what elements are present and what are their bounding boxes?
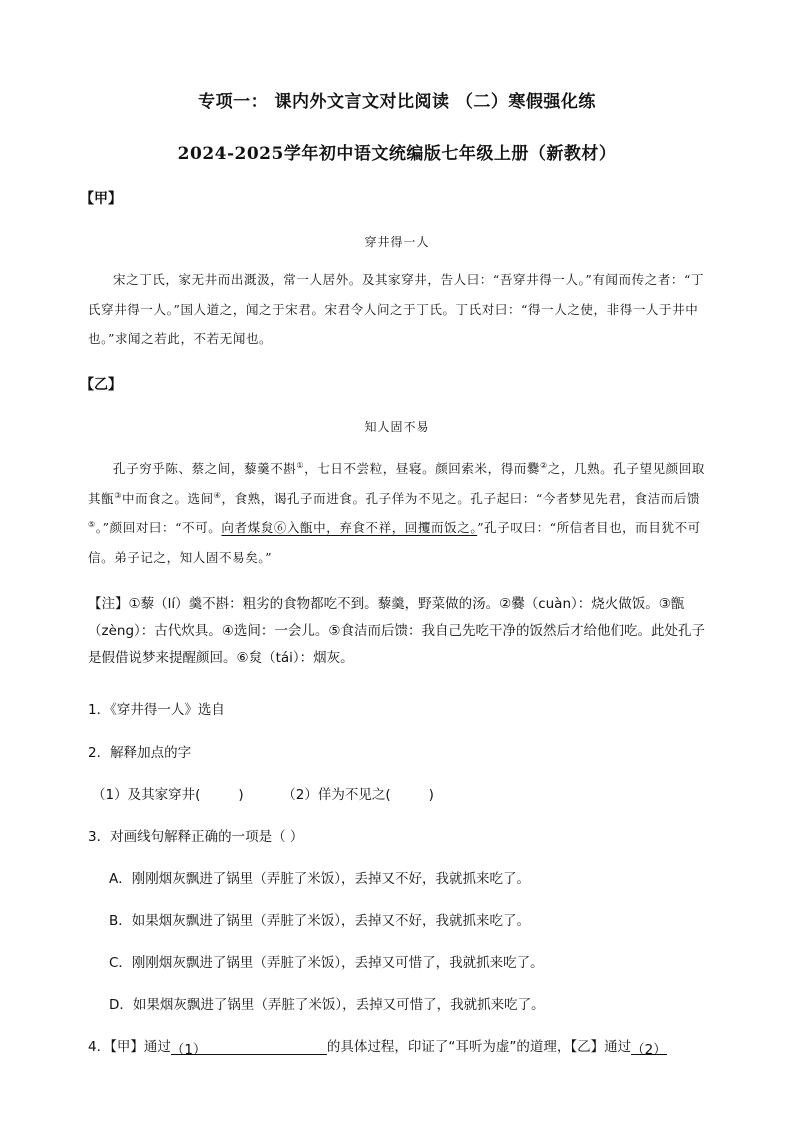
footnote-marker: ④ <box>213 490 222 500</box>
document-subtitle: 2024-2025学年初中语文统编版七年级上册（新教材） <box>177 144 617 164</box>
question-2: 2．解释加点的字 <box>88 745 192 761</box>
blank-label: （2） <box>631 1042 667 1058</box>
blank-label: （1） <box>170 1042 207 1058</box>
passage-jia-title: 穿井得一人 <box>364 235 430 249</box>
passage-yi <box>88 454 714 572</box>
passage-yi-segment: 孔子穷乎陈、蔡之间，藜羹不斟 <box>113 461 297 476</box>
passage-jia <box>88 265 714 354</box>
question-3: 3．对画线句解释正确的一项是（ ） <box>88 829 304 845</box>
section-yi-label: 【乙】 <box>80 377 122 393</box>
passage-yi-segment: 之，几熟。孔子望见颜回取其甑 <box>88 461 705 506</box>
footnote-marker: ⑤ <box>88 519 96 529</box>
question-3-option-d[interactable]: D．如果烟灰飘进了锅里（弄脏了米饭），丢掉又可惜了，我就抓来吃了。 <box>109 997 545 1013</box>
question-4-prefix: 4．【甲】通过 <box>88 1039 171 1055</box>
question-3-option-b[interactable]: B．如果烟灰飘进了锅里（弄脏了米饭），丢掉又不好，我就抓来吃了。 <box>109 913 531 929</box>
question-2-items <box>92 783 434 803</box>
question-4-middle: 的具体过程，印证了“耳听为虚”的道理，【乙】通过 <box>326 1039 632 1055</box>
passage-yi-segment: 。”颜回对曰：“不可。 <box>95 520 222 535</box>
question-2-item-1: （1）及其家穿井( <box>92 787 201 803</box>
footnote-marker: ① <box>296 460 305 470</box>
annotation-notes: 【注】①藜（lí）羹不斟：粗劣的食物都吃不到。藜羹，野菜做的汤。②爨（cuàn）：烧火做饭。③甑（zèng）：古代炊具。④选间：一会儿。⑤食洁而后馈：我自己先吃干净的饭然后才给他们吃。此处孔子是假借说梦来提醒颜回。⑥炱（tái）：烟灰。 <box>88 596 705 666</box>
footnote-marker: ③ <box>114 490 122 500</box>
question-4 <box>88 1035 667 1058</box>
document-title: 专项一： 课内外文言文对比阅读 （二）寒假强化练 <box>198 92 596 112</box>
footnote-marker: ② <box>540 460 548 470</box>
passage-yi-title: 知人固不易 <box>364 420 430 434</box>
question-3-option-a[interactable]: A．刚刚烟灰飘进了锅里（弄脏了米饭），丢掉又不好，我就抓来吃了。 <box>109 871 530 887</box>
passage-yi-segment: ”孔子叹曰：“所信者目也，而目犹不可信。弟子记之，知人固不易矣。” <box>88 520 701 565</box>
passage-yi-text <box>88 454 714 572</box>
passage-yi-segment: ，七日不尝粒，昼寝。颜回索米，得而爨 <box>304 461 540 476</box>
answer-blank-2[interactable] <box>631 1038 667 1058</box>
question-3-option-c[interactable]: C．刚刚烟灰飘进了锅里（弄脏了米饭），丢掉又可惜了，我就抓来吃了。 <box>109 955 544 971</box>
answer-blank-1[interactable] <box>170 1038 327 1058</box>
passage-yi-segment: 中而食之。选间 <box>121 490 214 506</box>
underlined-sentence: 向者煤炱⑥入甑中，弃食不祥，回攫而饭之。 <box>221 520 478 535</box>
bracket-close: ) <box>238 787 244 803</box>
section-jia-label: 【甲】 <box>80 191 122 207</box>
bracket-close: ) <box>428 787 434 803</box>
question-1: 1．《穿井得一人》选自 <box>88 702 225 718</box>
passage-yi-segment: ，食熟，谒孔子而进食。孔子佯为不见之。孔子起曰：“今者梦见先君，食洁而后馈 <box>221 490 701 506</box>
question-2-item-2: （2）佯为不见之( <box>282 787 391 803</box>
passage-jia-text: 宋之丁氏，家无井而出溉汲，常一人居外。及其家穿井，告人曰：“吾穿井得一人。”有闻而传之者：“丁氏穿井得一人。”国人道之，闻之于宋君。宋君令人问之于丁氏。丁氏对曰：“得一人之使，非得一人于井中也。”求闻之若此，不若无闻也。 <box>88 272 705 346</box>
